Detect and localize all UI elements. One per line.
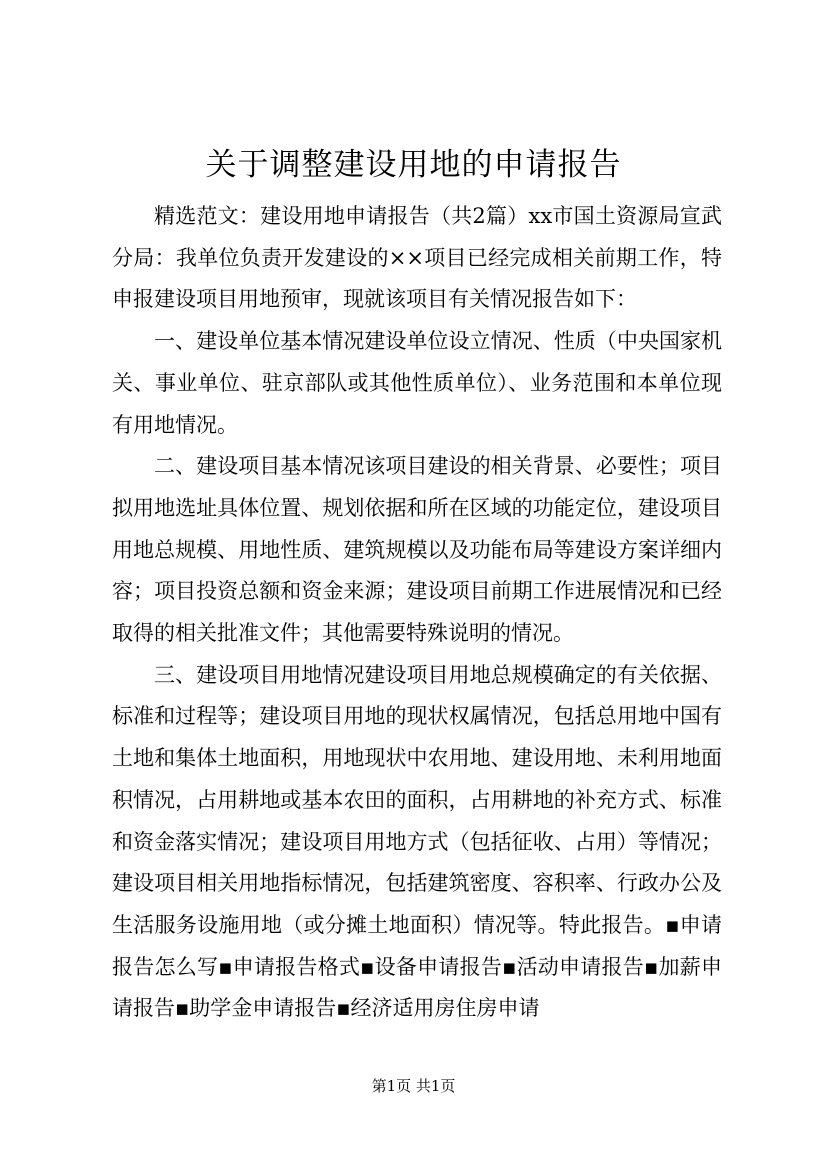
document-title: 关于调整建设用地的申请报告 <box>205 147 622 183</box>
page-footer: 第1页 共1页 <box>371 1077 456 1095</box>
paragraph-section-3: 三、建设项目用地情况建设项目用地总规模确定的有关依据、标准和过程等；建设项目用地的现状权属情况，包括总用地中国有土地和集体土地面积，用地现状中农用地、建设用地、未利用地面积情况，占用耕地或基本农田的面积，占用耕地的补充方式、标准和资金落实情况；建设项目用地方式（包括征收、占用）等情况；建设项目相关用地指标情况，包括建筑密度、容积率、行政办公及生活服务设施用地（或分摊土地面积）情况等。特此报告。▪申请报告怎么写▪申请报告格式▪设备申请报告▪活动申请报告▪加薪申请报告▪助学金申请报告▪经济适用房住房申请 <box>112 662 722 1021</box>
paragraph-intro: 精选范文：建设用地申请报告（共2篇）xx市国土资源局宣武分局：我单位负责开发建设的××项目已经完成相关前期工作，特申报建设项目用地预审，现就该项目有关情况报告如下： <box>112 204 722 312</box>
paragraph-section-1: 一、建设单位基本情况建设单位设立情况、性质（中央国家机关、事业单位、驻京部队或其他性质单位）、业务范围和本单位现有用地情况。 <box>112 329 722 437</box>
document-body <box>112 196 722 1030</box>
paragraph-section-2: 二、建设项目基本情况该项目建设的相关背景、必要性；项目拟用地选址具体位置、规划依据和所在区域的功能定位，建设项目用地总规模、用地性质、建筑规模以及功能布局等建设方案详细内容；项目投资总额和资金来源；建设项目前期工作进展情况和已经取得的相关批准文件；其他需要特殊说明的情况。 <box>112 454 722 646</box>
